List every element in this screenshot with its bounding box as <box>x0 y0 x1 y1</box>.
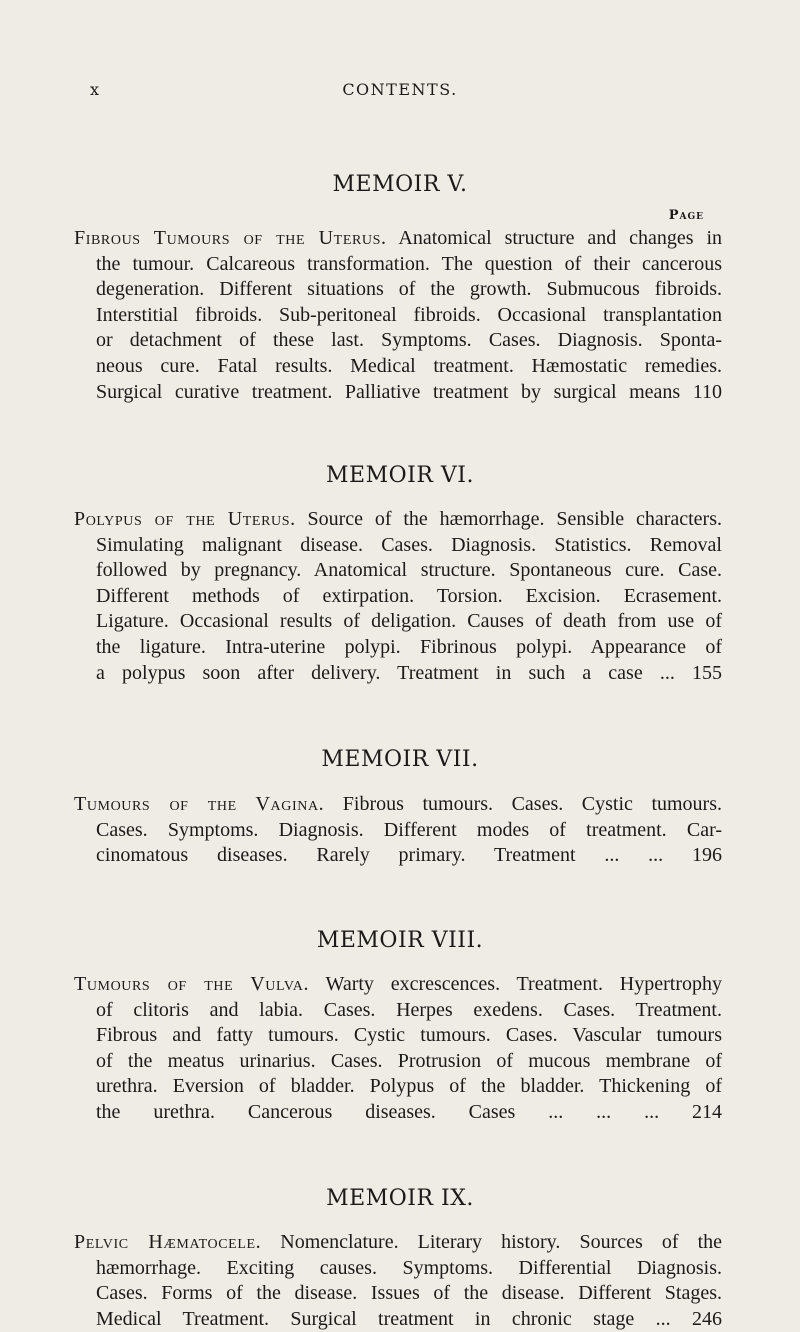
entry-line: the urethra. Cancerous diseases. Cases ... ... ... 214 <box>96 1100 722 1123</box>
memoir-entry <box>74 226 722 405</box>
memoir-entry <box>74 792 722 869</box>
entry-title: Polypus of the Uterus. <box>74 508 296 530</box>
entry-line: degeneration. Different situations of the growth. Submucous fibroids. <box>96 278 722 301</box>
memoir-entry <box>74 1230 722 1332</box>
entry-line: or detachment of these last. Symptoms. Cases. Diagnosis. Sponta- <box>96 329 722 352</box>
memoir-entry <box>74 972 722 1126</box>
entry-line: the ligature. Intra-uterine polypi. Fibrinous polypi. Appearance of <box>96 635 722 658</box>
entry-line: Tumours of the Vagina. Fibrous tumours. Cases. Cystic tumours. <box>74 793 722 815</box>
memoir-heading: MEMOIR VII. <box>321 747 479 772</box>
entry-line: of clitoris and labia. Cases. Herpes exedens. Cases. Treatment. <box>96 998 722 1021</box>
entry-title: Tumours of the Vulva. <box>74 973 310 995</box>
entry-line: Cases. Forms of the disease. Issues of the disease. Different Stages. <box>96 1282 722 1305</box>
entry-title: Pelvic Hæmatocele. <box>74 1231 262 1253</box>
entry-line: Medical Treatment. Surgical treatment in chronic stage ... 246 <box>96 1307 722 1330</box>
memoir-heading: MEMOIR VIII. <box>316 928 484 953</box>
entry-line: Simulating malignant disease. Cases. Diagnosis. Statistics. Removal <box>96 533 722 556</box>
memoir-heading: MEMOIR VI. <box>326 463 474 488</box>
entry-line: Cases. Symptoms. Diagnosis. Different modes of treatment. Car- <box>96 818 722 841</box>
entry-line: followed by pregnancy. Anatomical structure. Spontaneous cure. Case. <box>96 559 722 582</box>
entry-line: Different methods of extirpation. Torsion. Excision. Ecrasement. <box>96 584 722 607</box>
page-column-label: Page <box>668 208 704 223</box>
entry-title: Fibrous Tumours of the Uterus. <box>74 227 387 249</box>
entry-line: of the meatus urinarius. Cases. Protrusion of mucous membrane of <box>96 1049 722 1072</box>
page-folio: x <box>90 80 101 99</box>
entry-line: Polypus of the Uterus. Source of the hæmorrhage. Sensible characters. <box>74 508 722 530</box>
running-head <box>0 80 800 104</box>
memoir-heading: MEMOIR IX. <box>326 1186 474 1211</box>
entry-line: cinomatous diseases. Rarely primary. Treatment ... ... 196 <box>96 844 722 867</box>
memoir-heading: MEMOIR V. <box>332 172 468 197</box>
entry-line: Interstitial fibroids. Sub-peritoneal fibroids. Occasional transplantation <box>96 303 722 326</box>
entry-line: Pelvic Hæmatocele. Nomenclature. Literary history. Sources of the <box>74 1231 723 1253</box>
entry-title: Tumours of the Vagina. <box>74 793 325 815</box>
entry-line: Surgical curative treatment. Palliative treatment by surgical means 110 <box>96 380 722 403</box>
entry-line: neous cure. Fatal results. Medical treatment. Hæmostatic remedies. <box>96 354 722 377</box>
entry-line: Fibrous and fatty tumours. Cystic tumours. Cases. Vascular tumours <box>96 1024 722 1047</box>
memoir-entry <box>74 507 722 686</box>
entry-line: Tumours of the Vulva. Warty excrescences. Treatment. Hypertrophy <box>74 973 722 995</box>
entry-line: urethra. Eversion of bladder. Polypus of the bladder. Thickening of <box>96 1075 722 1098</box>
entry-line: hæmorrhage. Exciting causes. Symptoms. Differential Diagnosis. <box>96 1256 722 1279</box>
running-head-title: CONTENTS. <box>342 80 458 99</box>
entry-line: Ligature. Occasional results of deligation. Causes of death from use of <box>96 610 722 633</box>
entry-line: the tumour. Calcareous transformation. The question of their cancerous <box>96 252 722 275</box>
entry-line: a polypus soon after delivery. Treatment in such a case ... 155 <box>96 661 722 684</box>
entry-line: Fibrous Tumours of the Uterus. Anatomical structure and changes in <box>74 227 723 249</box>
